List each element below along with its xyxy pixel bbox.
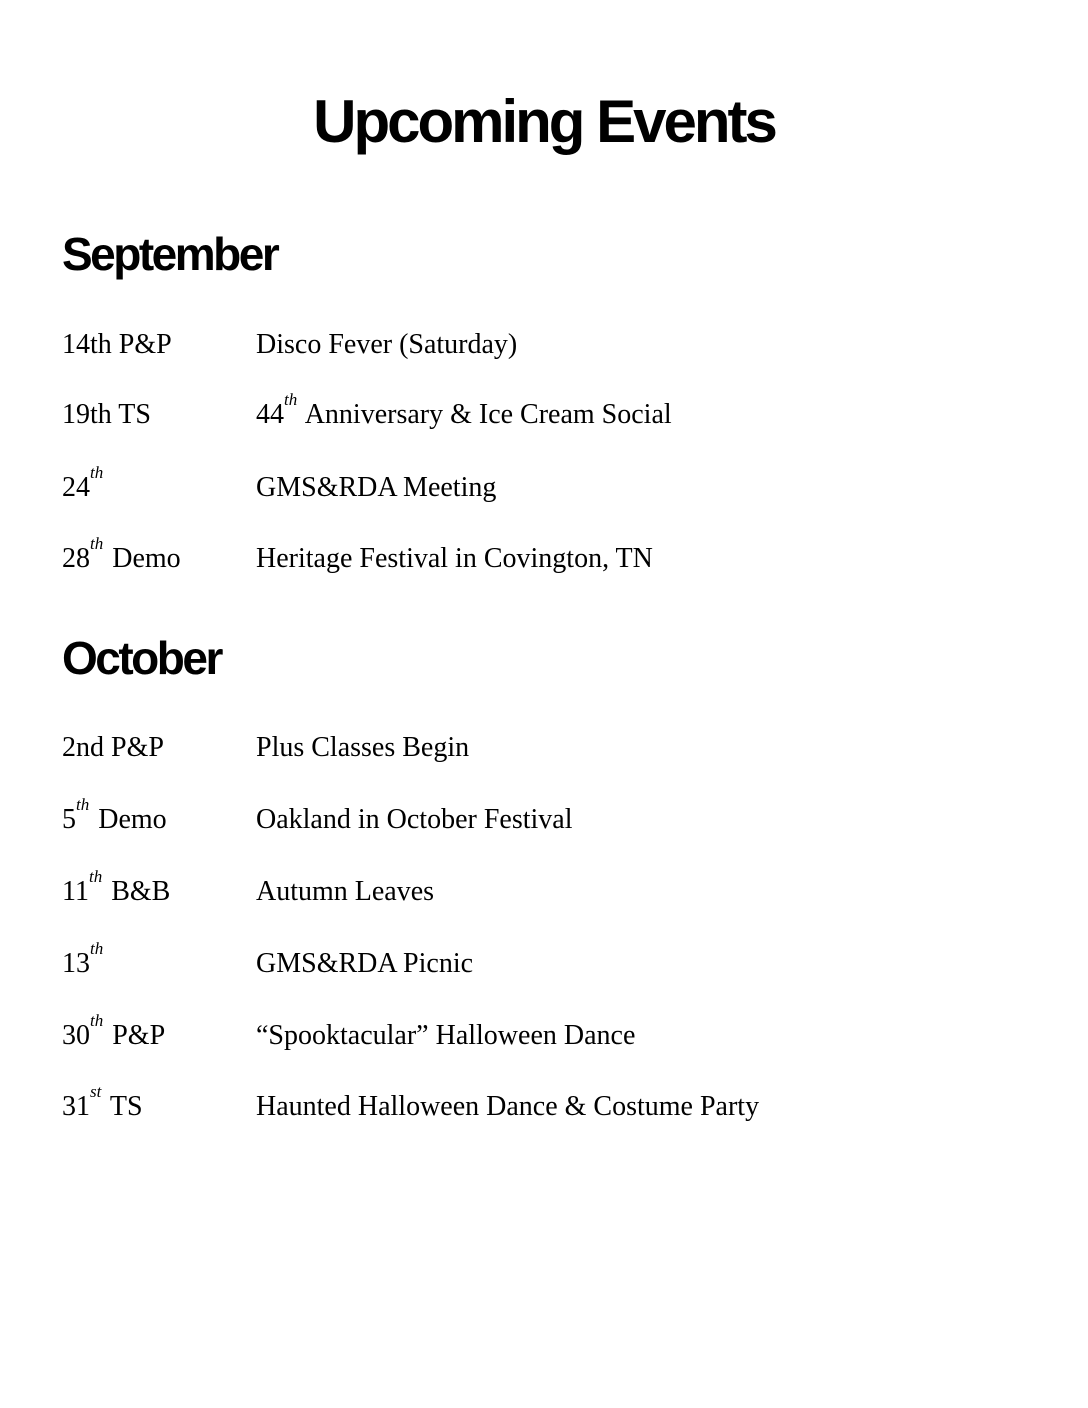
event-tag: Demo: [105, 543, 181, 574]
event-name: [256, 728, 469, 768]
ordinal-suffix: th: [90, 463, 104, 482]
day-number: 19th: [62, 399, 112, 430]
event-name: [256, 325, 517, 365]
event-name: [256, 800, 572, 840]
event-name: [256, 1016, 635, 1056]
month-heading: September: [62, 228, 278, 280]
event-title: Haunted Halloween Dance & Costume Party: [256, 1091, 760, 1122]
event-tag: P&P: [111, 329, 172, 360]
event-tag: Demo: [91, 804, 167, 835]
event-title: GMS&RDA Meeting: [256, 472, 497, 503]
event-date: [62, 395, 252, 435]
event-name: [256, 390, 672, 435]
event-tag: P&P: [104, 732, 164, 763]
day-number: 31: [62, 1091, 90, 1122]
ordinal-suffix: th: [76, 795, 90, 814]
event-tag: P&P: [105, 1020, 166, 1051]
event-date: [62, 463, 252, 508]
event-date: [62, 1011, 252, 1056]
ordinal-suffix: st: [90, 1082, 102, 1101]
day-number: 5: [62, 804, 76, 835]
event-name: [256, 1087, 759, 1127]
ordinal-suffix: th: [284, 390, 298, 409]
ordinal-suffix: th: [90, 939, 104, 958]
event-tag: TS: [111, 399, 151, 430]
event-name: [256, 468, 496, 508]
event-date: [62, 939, 252, 984]
event-title: Autumn Leaves: [256, 876, 435, 907]
event-title: Plus Classes Begin: [256, 732, 470, 763]
day-number: 30: [62, 1020, 90, 1051]
page-title: Upcoming Events: [313, 88, 775, 155]
event-name: [256, 872, 434, 912]
event-title: GMS&RDA Picnic: [256, 948, 474, 979]
event-title: “Spooktacular” Halloween Dance: [256, 1020, 636, 1051]
ordinal-suffix: th: [88, 867, 103, 886]
event-date: [62, 728, 252, 768]
event-title: Disco Fever (Saturday): [256, 329, 518, 360]
day-number: 14th: [62, 329, 112, 360]
event-tag: B&B: [104, 876, 171, 907]
event-number: 44: [256, 399, 284, 430]
day-number: 28: [62, 543, 90, 574]
day-number: 2nd: [62, 732, 104, 763]
event-tag: TS: [103, 1091, 143, 1122]
event-date: [62, 1082, 252, 1127]
event-title: Anniversary & Ice Cream Social: [299, 399, 672, 430]
event-name: [256, 539, 653, 579]
day-number: 13: [62, 948, 90, 979]
ordinal-suffix: th: [90, 534, 104, 553]
event-date: [62, 325, 252, 365]
ordinal-suffix: th: [90, 1011, 104, 1030]
day-number: 11: [62, 876, 89, 907]
event-date: [62, 867, 252, 912]
event-name: [256, 944, 473, 984]
event-title: Oakland in October Festival: [256, 804, 573, 835]
day-number: 24: [62, 472, 90, 503]
month-heading: October: [62, 632, 221, 684]
event-date: [62, 795, 252, 840]
event-title: Heritage Festival in Covington, TN: [256, 543, 653, 574]
event-date: [62, 534, 252, 579]
